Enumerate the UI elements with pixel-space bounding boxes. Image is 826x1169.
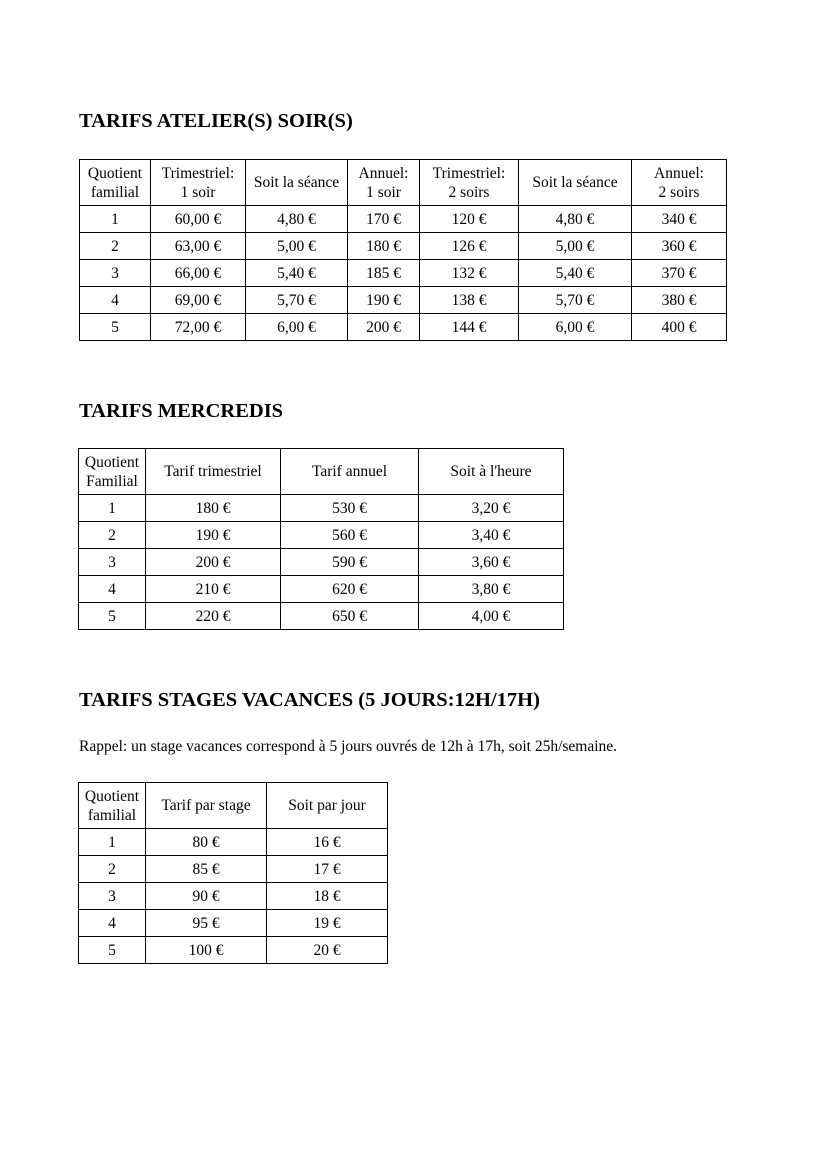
table-cell: 63,00 € <box>151 233 246 260</box>
table-cell: 620 € <box>281 576 419 603</box>
table-cell: 1 <box>79 829 146 856</box>
table-cell: 16 € <box>267 829 388 856</box>
column-header <box>420 160 519 206</box>
table-cell: 4,80 € <box>246 206 348 233</box>
column-header-line: Annuel: <box>358 164 409 182</box>
column-header-line: 1 soir <box>180 183 216 201</box>
table-cell: 3 <box>79 549 146 576</box>
column-header <box>419 449 564 495</box>
table-row <box>80 287 727 314</box>
table-cell: 95 € <box>146 910 267 937</box>
table-cell: 190 € <box>146 522 281 549</box>
table-row <box>80 260 727 287</box>
table-row <box>79 856 388 883</box>
table-cell: 18 € <box>267 883 388 910</box>
table-cell: 5,00 € <box>519 233 632 260</box>
table-cell: 120 € <box>420 206 519 233</box>
table-cell: 560 € <box>281 522 419 549</box>
column-header-line: Trimestriel: <box>161 164 235 182</box>
table-cell: 4 <box>79 910 146 937</box>
table-cell: 5 <box>79 937 146 964</box>
column-header <box>246 160 348 206</box>
column-header-line: Tarif par stage <box>161 797 251 814</box>
table-cell: 530 € <box>281 495 419 522</box>
table-cell: 6,00 € <box>519 314 632 341</box>
column-header-line: Tarif trimestriel <box>164 463 262 480</box>
section-title-soirs: TARIFS ATELIER(S) SOIR(S) <box>79 110 353 132</box>
column-header-line: 2 soirs <box>658 183 700 201</box>
table-row <box>79 829 388 856</box>
column-header-line: Soit la séance <box>253 174 340 191</box>
table-cell: 19 € <box>267 910 388 937</box>
table-cell: 1 <box>79 495 146 522</box>
table-cell: 80 € <box>146 829 267 856</box>
table-cell: 5 <box>79 603 146 630</box>
table-row <box>79 576 564 603</box>
column-header-line: Trimestriel: <box>432 164 506 182</box>
column-header <box>632 160 727 206</box>
column-header <box>80 160 151 206</box>
table-cell: 4,00 € <box>419 603 564 630</box>
column-header-line: Soit la séance <box>532 174 618 191</box>
table-cell: 5 <box>80 314 151 341</box>
table-cell: 4,80 € <box>519 206 632 233</box>
table-cell: 60,00 € <box>151 206 246 233</box>
table-cell: 4 <box>79 576 146 603</box>
column-header-line: Quotient <box>87 164 143 182</box>
column-header-line: 1 soir <box>366 183 401 201</box>
table-cell: 200 € <box>348 314 420 341</box>
table-cell: 132 € <box>420 260 519 287</box>
table-cell: 2 <box>80 233 151 260</box>
table-cell: 400 € <box>632 314 727 341</box>
table-cell: 170 € <box>348 206 420 233</box>
table-cell: 144 € <box>420 314 519 341</box>
table-cell: 200 € <box>146 549 281 576</box>
column-header <box>348 160 420 206</box>
table-cell: 126 € <box>420 233 519 260</box>
column-header-line: familial <box>87 806 137 824</box>
column-header <box>146 783 267 829</box>
column-header <box>146 449 281 495</box>
column-header-line: Soit à l'heure <box>450 463 532 480</box>
table-cell: 5,70 € <box>519 287 632 314</box>
table-mercredis <box>78 448 564 630</box>
column-header-line: Familial <box>86 472 138 490</box>
table-cell: 69,00 € <box>151 287 246 314</box>
table-cell: 90 € <box>146 883 267 910</box>
table-cell: 3 <box>79 883 146 910</box>
table-cell: 3 <box>80 260 151 287</box>
section-title-mercredis: TARIFS MERCREDIS <box>79 400 284 422</box>
column-header <box>281 449 419 495</box>
column-header-line: Quotient <box>84 787 140 805</box>
table-row <box>80 206 727 233</box>
table-cell: 1 <box>80 206 151 233</box>
table-cell: 220 € <box>146 603 281 630</box>
table-cell: 3,20 € <box>419 495 564 522</box>
table-cell: 5,40 € <box>519 260 632 287</box>
table-cell: 2 <box>79 856 146 883</box>
table-cell: 370 € <box>632 260 727 287</box>
table-cell: 6,00 € <box>246 314 348 341</box>
table-cell: 100 € <box>146 937 267 964</box>
header-row <box>79 783 388 829</box>
column-header-line: Tarif annuel <box>311 463 388 480</box>
table-cell: 20 € <box>267 937 388 964</box>
stages-note: Rappel: un stage vacances correspond à 5 jours ouvrés de 12h à 17h, soit 25h/semaine. <box>79 738 618 755</box>
table-cell: 85 € <box>146 856 267 883</box>
table-cell: 180 € <box>348 233 420 260</box>
table-row <box>80 233 727 260</box>
table-cell: 3,40 € <box>419 522 564 549</box>
table-cell: 72,00 € <box>151 314 246 341</box>
table-cell: 340 € <box>632 206 727 233</box>
table-cell: 17 € <box>267 856 388 883</box>
table-cell: 190 € <box>348 287 420 314</box>
column-header-line: Quotient <box>84 453 140 471</box>
table-row <box>80 314 727 341</box>
table-cell: 360 € <box>632 233 727 260</box>
table-cell: 180 € <box>146 495 281 522</box>
table-cell: 185 € <box>348 260 420 287</box>
table-stages <box>78 782 388 964</box>
column-header-line: Soit par jour <box>288 797 366 814</box>
table-cell: 5,40 € <box>246 260 348 287</box>
table-cell: 4 <box>80 287 151 314</box>
table-cell: 3,60 € <box>419 549 564 576</box>
table-cell: 590 € <box>281 549 419 576</box>
table-cell: 138 € <box>420 287 519 314</box>
column-header-line: 2 soirs <box>448 183 490 201</box>
table-row <box>79 522 564 549</box>
column-header <box>79 783 146 829</box>
table-cell: 2 <box>79 522 146 549</box>
table-row <box>79 883 388 910</box>
table-row <box>79 910 388 937</box>
table-cell: 650 € <box>281 603 419 630</box>
table-row <box>79 937 388 964</box>
column-header <box>79 449 146 495</box>
column-header <box>519 160 632 206</box>
header-row <box>80 160 727 206</box>
table-cell: 5,00 € <box>246 233 348 260</box>
table-cell: 3,80 € <box>419 576 564 603</box>
column-header-line: familial <box>90 183 140 201</box>
table-cell: 210 € <box>146 576 281 603</box>
header-row <box>79 449 564 495</box>
section-title-stages: TARIFS STAGES VACANCES (5 JOURS:12H/17H) <box>79 689 540 711</box>
table-cell: 5,70 € <box>246 287 348 314</box>
column-header-line: Annuel: <box>654 164 704 182</box>
table-row <box>79 495 564 522</box>
table-cell: 380 € <box>632 287 727 314</box>
table-cell: 66,00 € <box>151 260 246 287</box>
table-soirs <box>79 159 727 341</box>
column-header <box>267 783 388 829</box>
table-row <box>79 549 564 576</box>
column-header <box>151 160 246 206</box>
table-row <box>79 603 564 630</box>
